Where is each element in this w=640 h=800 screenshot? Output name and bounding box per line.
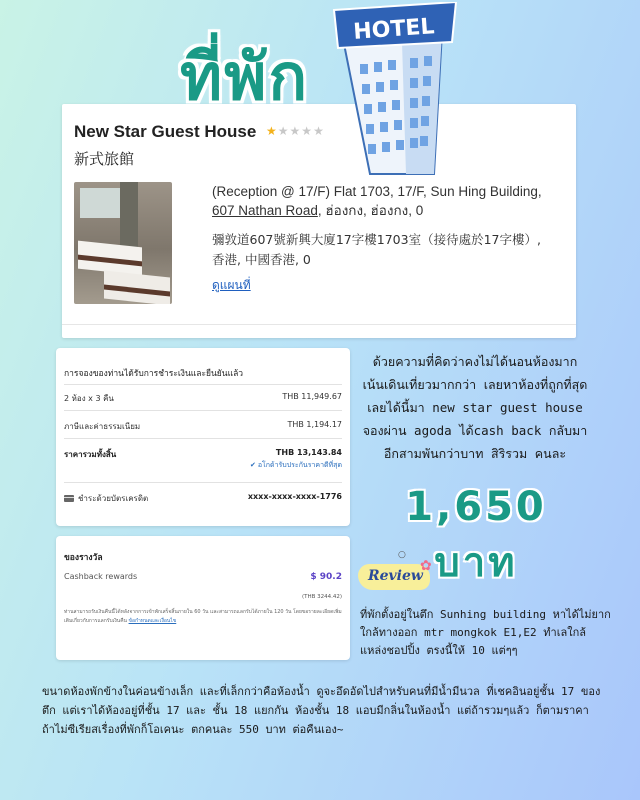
- divider: [62, 324, 576, 325]
- booking-row-taxes: [64, 420, 342, 433]
- star-icon: ★: [266, 124, 278, 138]
- divider: [64, 410, 342, 411]
- divider: [64, 384, 342, 385]
- hotel-native-name: 新式旅館: [74, 150, 135, 168]
- payment-card-number: xxxx-xxxx-xxxx-1776: [247, 492, 342, 501]
- best-price-badge: [250, 460, 342, 471]
- fine-print-text: ท่านสามารถรับเงินคืนนี้ได้หลังจากการเข้าพักเสร็จสิ้นภายใน 60 วัน และสามารถแลกรับได้ภายใน 120 วัน โดยขอรายละเอียดเพิ่มเติมเกี่ยวกับการแลกรับเงินคืน: [64, 609, 342, 624]
- review-label: Review: [368, 568, 423, 584]
- booking-summary-card: [56, 348, 350, 526]
- rewards-title: ของรางวัล: [64, 553, 103, 563]
- address-chinese: 彌敦道607號新興大廈17字樓1703室（接待處於17字樓）, 香港, 中國香港, 0: [212, 232, 541, 267]
- booking-heading: [64, 366, 342, 380]
- rewards-card: [56, 536, 350, 660]
- address-prefix: (Reception @ 17/F) Flat 1703, 17/F, Sun Hing Building,: [212, 184, 542, 199]
- check-icon: ✔: [249, 461, 256, 469]
- booking-heading-text: การจองของท่านได้รับการชำระเงินและยืนยันแล้ว: [64, 369, 244, 379]
- booking-total-label: ราคารวมทั้งสิ้น: [64, 450, 117, 459]
- review-badge: [358, 550, 438, 592]
- address-english: [212, 182, 552, 220]
- price-per-person: 1,650 บาท: [405, 484, 547, 586]
- terms-link[interactable]: ข้อกำหนดและเงื่อนไข: [128, 618, 177, 624]
- cashback-row: [64, 572, 342, 582]
- payment-row: [64, 492, 342, 505]
- hotel-name: New Star Guest House: [74, 122, 257, 141]
- page-title: ที่พัก: [180, 41, 310, 115]
- rewards-fine-print: [64, 608, 342, 626]
- payment-label: ชำระด้วยบัตรเครดิต: [78, 494, 149, 503]
- hotel-building-icon: [330, 2, 460, 177]
- address-suffix: , ฮ่องกง, ฮ่องกง, 0: [317, 203, 424, 218]
- story-paragraph-3: ขนาดห้องพักข้างในค่อนข้างเล็ก และที่เล็กกว่าคือห้องน้ำ ดูจะอึดอัดไปสำหรับคนที่มีน้ำมีนวล ที่เชคอินอยู่ชั้น 17 ของตึก แต่เราได้ห้องอยู่ที่ชั้น 17 และ ชั้น 18 แยกกัน ห้องชั้น 18 แอบมีกลิ่นในห้องน้ำ แต่ถ้ารวมๆแล้ว ก็ตามราคา ถ้าไม่ซีเรียสเรื่องที่พักก็โอเคนะ ตกคนละ 550 บาท ต่อคืนเอง~: [42, 685, 601, 736]
- star-icon: ★: [277, 124, 290, 138]
- cashback-label: Cashback rewards: [64, 572, 138, 581]
- divider: [64, 438, 342, 439]
- address-street: 607 Nathan Road: [212, 203, 318, 218]
- booking-row-rooms: [64, 392, 342, 405]
- hotel-room-photo[interactable]: [74, 182, 172, 304]
- hotel-sign-text: HOTEL: [352, 14, 436, 45]
- star-icon: ★: [289, 124, 302, 138]
- booking-row-value: THB 11,949.67: [282, 392, 342, 401]
- booking-total-value: THB 13,143.84: [275, 448, 342, 457]
- star-icon: ★: [313, 124, 325, 138]
- map-link[interactable]: ดูแผนที่: [212, 278, 251, 292]
- flower-icon: ✿: [420, 558, 432, 574]
- story-paragraph-2: ที่พักตั้งอยู่ในตึก Sunhing building หาได้ไม่ยาก ใกล้ทางออก mtr mongkok E1,E2 ทำเลใกล้แหล่งชอปปิ้ง ตรงนี้ให้ 10 แต่ๆๆ: [360, 608, 611, 657]
- credit-card-icon: [64, 495, 74, 502]
- cashback-thb-value: (THB 3244.42): [301, 594, 342, 600]
- story-paragraph-1: ด้วยความที่คิดว่าคงไม่ได้นอนห้องมาก เน้นเดินเที่ยวมากกว่า เลยหาห้องที่ถูกที่สุด เลยได้นี้มา new star guest house จองผ่าน agoda ได้cash back กลับมาอีกสามพันกว่าบาท สิริรวม คนละ: [362, 354, 588, 461]
- booking-row-label: 2 ห้อง x 3 คืน: [64, 394, 114, 403]
- hotel-card: [62, 104, 576, 338]
- divider: [64, 482, 342, 483]
- booking-row-value: THB 1,194.17: [287, 420, 342, 429]
- cashback-value: $ 90.2: [310, 572, 342, 582]
- booking-row-label: ภาษีและค่าธรรมเนียม: [64, 422, 141, 431]
- best-price-text: อโกด้ารับประกันราคาดีที่สุด: [257, 461, 342, 469]
- star-icon: ★: [301, 124, 314, 138]
- droplet-icon: ○: [398, 550, 406, 560]
